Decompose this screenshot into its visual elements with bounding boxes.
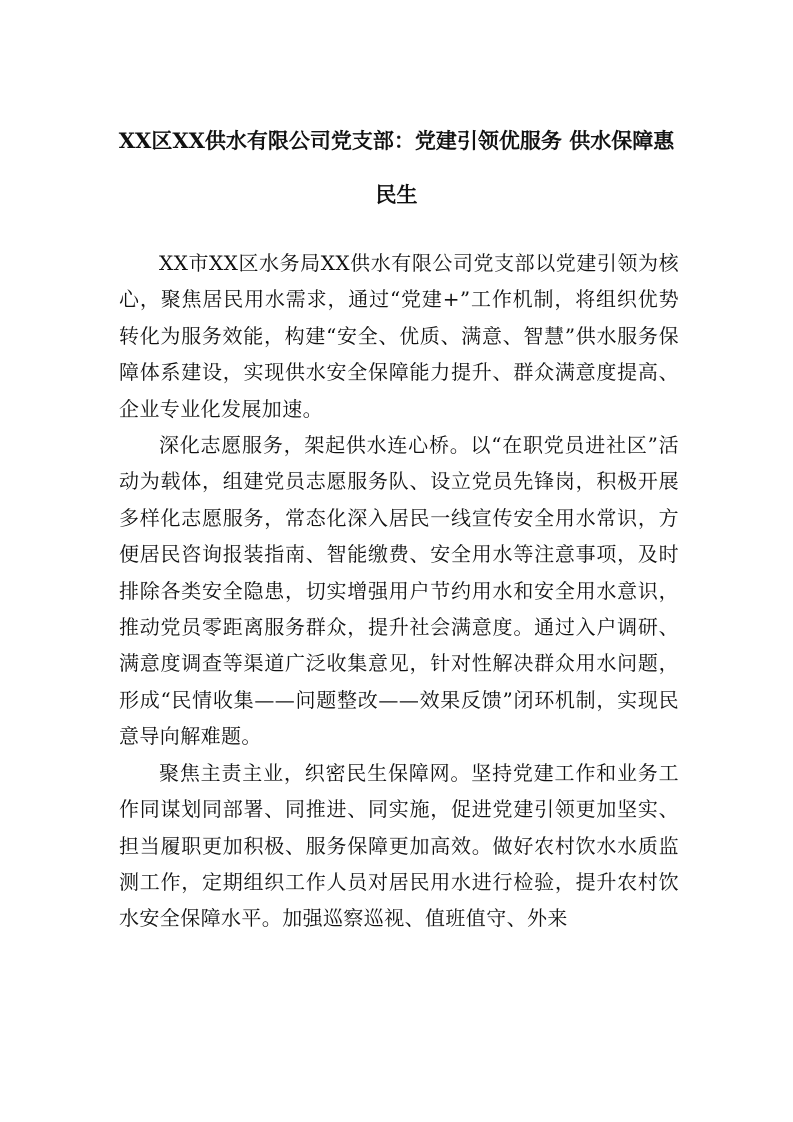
document-title-line-2: 民生 <box>375 182 418 207</box>
body-paragraph: 聚焦主责主业，织密民生保障网。坚持党建工作和业务工作同谋划同部署、同推进、同实施，促进党建引领更加坚实、担当履职更加积极、服务保障更加高效。做好农村饮水水质监测工作，定期组织工作人员对居民用水进行检验，提升农村饮水安全保障水平。加强巡察巡视、值班值守、外来 <box>119 760 679 931</box>
body-paragraph: 深化志愿服务，架起供水连心桥。以“在职党员进社区”活动为载体，组建党员志愿服务队、设立党员先锋岗，积极开展多样化志愿服务，常态化深入居民一线宣传安全用水常识，方便居民咨询报装指南、智能缴费、安全用水等注意事项，及时排除各类安全隐患，切实增强用户节约用水和安全用水意识，推动党员零距离服务群众，提升社会满意度。通过入户调研、满意度调查等渠道广泛收集意见，针对性解决群众用水问题，形成“民情收集——问题整改——效果反馈”闭环机制，实现民意导向解难题。 <box>119 433 679 749</box>
body-paragraph: XX市XX区水务局XX供水有限公司党支部以党建引领为核心，聚焦居民用水需求，通过“党建+”工作机制，将组织优势转化为服务效能，构建“安全、优质、满意、智慧”供水服务保障体系建设，实现供水安全保障能力提升、群众满意度提高、企业专业化发展加速。 <box>119 251 679 421</box>
document-title-line-1: XX区XX供水有限公司党支部：党建引领优服务 供水保障惠 <box>118 128 675 153</box>
document-body <box>119 245 679 937</box>
